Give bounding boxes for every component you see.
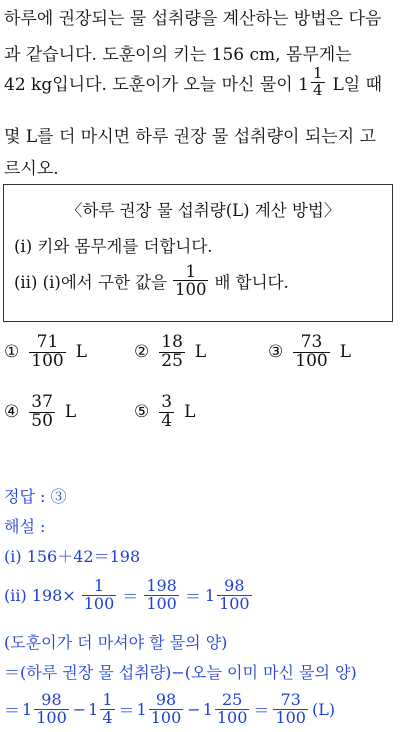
minus-sign: − bbox=[187, 699, 201, 719]
solution-step-2-label: (ⅱ) 198× bbox=[4, 585, 76, 605]
fraction-denominator: 100 bbox=[83, 593, 115, 613]
choice-unit: L bbox=[64, 402, 77, 423]
whole-part: 1 bbox=[136, 699, 147, 719]
problem-line-4: 몇 L를 더 마시면 하루 권장 물 섭취량이 되는지 고 bbox=[4, 127, 376, 147]
choice-mark: ② bbox=[134, 342, 150, 363]
fraction-denominator: 100 bbox=[150, 707, 182, 727]
method-step-2 bbox=[14, 263, 289, 299]
fraction-numerator: 98 bbox=[224, 576, 245, 595]
fraction-numerator: 18 bbox=[161, 332, 183, 352]
choice-5[interactable] bbox=[134, 394, 195, 431]
solution-fraction bbox=[217, 578, 252, 613]
solution-fraction bbox=[144, 578, 179, 613]
method-step-1: (ⅰ) 키와 몸무게를 더합니다. bbox=[14, 237, 213, 256]
solution-fraction bbox=[34, 692, 69, 727]
fraction-one-hundredth bbox=[173, 263, 209, 299]
problem-line-3-tail: L일 때 bbox=[332, 74, 383, 95]
solution-fraction bbox=[100, 692, 114, 727]
solution-final-equation bbox=[4, 692, 335, 727]
choice-4[interactable] bbox=[4, 394, 76, 431]
equals-sign: ＝ bbox=[253, 700, 270, 720]
minus-sign: − bbox=[72, 699, 87, 719]
fraction-denominator: 100 bbox=[216, 707, 248, 727]
method-step-2-tail: 배 합니다. bbox=[214, 272, 289, 292]
solution-line-a: (도훈이가 더 마셔야 할 물의 양) bbox=[4, 633, 228, 652]
fraction-denominator: 4 bbox=[161, 410, 173, 431]
problem-line-2: 과 같습니다. 도훈이의 키는 156 cm, 몸무게는 bbox=[4, 45, 352, 65]
choice-mark: ③ bbox=[268, 342, 284, 363]
solution-heading: 해설 : bbox=[4, 517, 46, 536]
fraction-denominator: 100 bbox=[275, 707, 306, 727]
solution-mixed-number bbox=[88, 692, 116, 727]
solution-step-2 bbox=[4, 578, 254, 613]
choice-mark: ① bbox=[4, 342, 20, 363]
fraction-numerator: 3 bbox=[161, 392, 173, 412]
fraction-denominator: 4 bbox=[102, 707, 113, 727]
choice-mark: ⑤ bbox=[134, 402, 150, 423]
equals-sign: ＝ bbox=[118, 700, 135, 720]
fraction-denominator: 50 bbox=[31, 410, 53, 431]
method-step-2-text: (ⅱ) (ⅰ)에서 구한 값을 bbox=[14, 272, 167, 292]
choice-2[interactable] bbox=[134, 334, 206, 371]
fraction-numerator: 25 bbox=[221, 690, 243, 709]
fraction-denominator: 100 bbox=[36, 707, 67, 727]
choice-fraction bbox=[293, 334, 329, 371]
method-title: 〈하루 권장 물 섭취량(L) 계산 방법〉 bbox=[66, 201, 341, 220]
problem-line-3-text: 42 kg입니다. 도훈이가 오늘 마신 물이 1 bbox=[4, 74, 309, 95]
choice-unit: L bbox=[75, 342, 87, 363]
solution-fraction bbox=[149, 692, 184, 727]
choice-fraction bbox=[29, 334, 65, 371]
fraction-denominator: 25 bbox=[161, 350, 183, 371]
choice-unit: L bbox=[184, 402, 196, 423]
fraction-numerator: 1 bbox=[93, 576, 105, 595]
fraction-one-quarter bbox=[311, 66, 325, 99]
fraction-numerator: 1 bbox=[185, 262, 196, 281]
solution-mixed-number bbox=[205, 578, 254, 613]
solution-line-b: ＝(하루 권장 물 섭취량)−(오늘 이미 마신 물의 양) bbox=[4, 663, 357, 682]
method-box bbox=[3, 184, 393, 322]
fraction-numerator: 198 bbox=[146, 576, 177, 595]
fraction-numerator: 1 bbox=[312, 64, 323, 82]
choice-unit: L bbox=[194, 342, 207, 363]
fraction-numerator: 71 bbox=[36, 332, 59, 352]
choice-1[interactable] bbox=[4, 334, 87, 371]
choice-fraction bbox=[29, 394, 55, 431]
fraction-numerator: 37 bbox=[31, 392, 53, 412]
solution-mixed-number bbox=[137, 692, 186, 727]
unit-label: (L) bbox=[311, 699, 336, 719]
solution-mixed-number bbox=[203, 692, 252, 727]
fraction-numerator: 73 bbox=[280, 690, 301, 709]
choice-unit: L bbox=[339, 342, 351, 363]
fraction-denominator: 100 bbox=[146, 593, 177, 613]
fraction-numerator: 98 bbox=[41, 690, 62, 709]
fraction-numerator: 98 bbox=[155, 690, 177, 709]
whole-part: 1 bbox=[202, 699, 213, 719]
whole-part: 1 bbox=[88, 699, 99, 719]
problem-line-5: 르시오. bbox=[4, 159, 59, 179]
choice-3[interactable] bbox=[268, 334, 351, 371]
fraction-denominator: 100 bbox=[219, 593, 250, 613]
solution-fraction bbox=[82, 578, 117, 613]
equals-sign: ＝ bbox=[122, 586, 139, 606]
problem-line-1: 하루에 권장되는 물 섭취량을 계산하는 방법은 다음 bbox=[4, 9, 382, 29]
solution-fraction bbox=[215, 692, 250, 727]
problem-line-3 bbox=[4, 66, 382, 99]
fraction-denominator: 100 bbox=[174, 280, 207, 300]
fraction-numerator: 73 bbox=[300, 332, 323, 352]
fraction-denominator: 4 bbox=[312, 80, 323, 99]
solution-fraction bbox=[273, 692, 308, 727]
answer-line: 정답 : ③ bbox=[4, 487, 67, 506]
whole-part: 1 bbox=[204, 585, 216, 605]
fraction-denominator: 100 bbox=[31, 350, 64, 371]
choice-fraction bbox=[159, 394, 174, 431]
equals-sign: ＝ bbox=[184, 586, 201, 606]
solution-mixed-number bbox=[22, 692, 71, 727]
choice-fraction bbox=[159, 334, 185, 371]
choice-mark: ④ bbox=[4, 402, 20, 423]
fraction-denominator: 100 bbox=[295, 350, 328, 371]
fraction-numerator: 1 bbox=[102, 690, 113, 709]
whole-part: 1 bbox=[22, 699, 33, 719]
equals-sign: ＝ bbox=[4, 700, 21, 720]
solution-step-1: (ⅰ) 156＋42＝198 bbox=[4, 547, 141, 566]
